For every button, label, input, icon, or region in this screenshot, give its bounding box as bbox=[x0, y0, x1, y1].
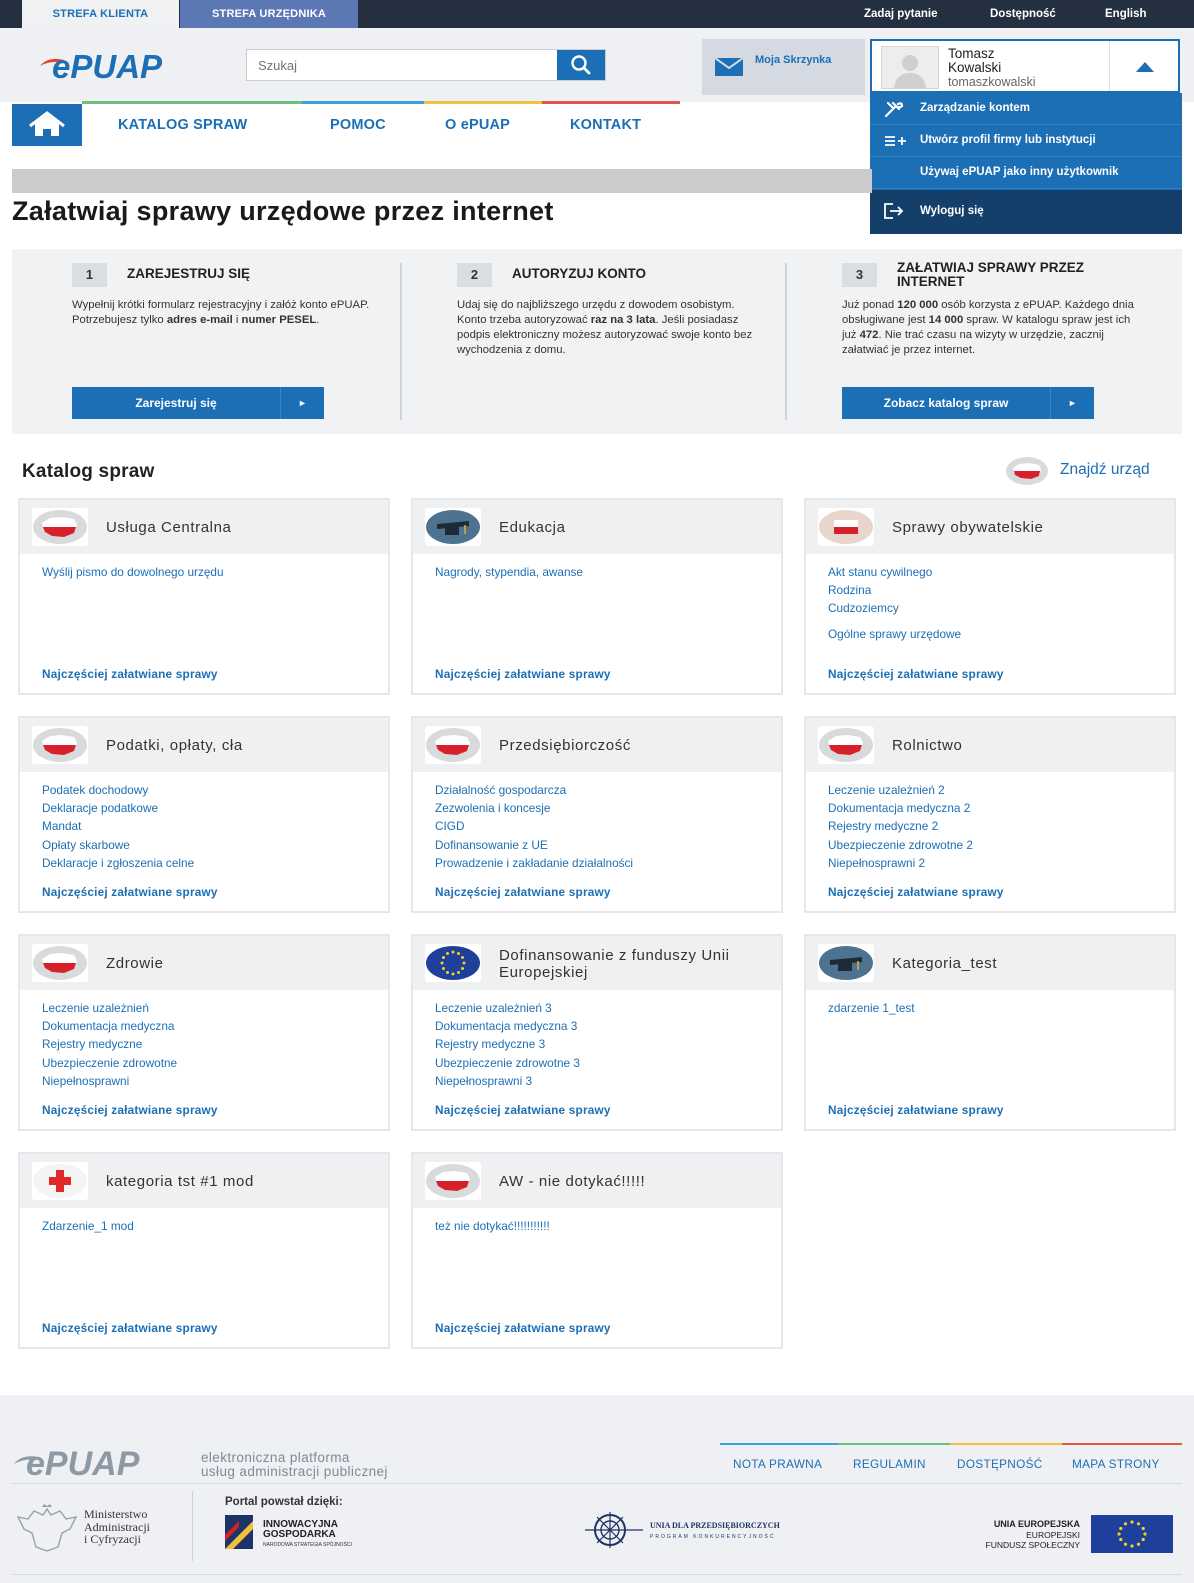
category-link[interactable]: Ubezpieczenie zdrowotne 2 bbox=[828, 837, 973, 852]
category-title[interactable]: Kategoria_test bbox=[892, 955, 998, 972]
home-button[interactable] bbox=[12, 104, 82, 146]
union-for-entrepreneurs-subtitle: PROGRAM KONKURENCYJNOŚĆ bbox=[650, 1534, 776, 1540]
find-office-link[interactable] bbox=[1005, 456, 1180, 486]
category-link[interactable]: zdarzenie 1_test bbox=[828, 1001, 915, 1015]
poland-map-icon bbox=[1005, 456, 1049, 486]
eu-fund-label-2: FUNDUSZ SPOŁECZNY bbox=[985, 1540, 1080, 1550]
menu-item-label: Utwórz profil firmy lub instytucji bbox=[920, 134, 1096, 146]
ask-question-link[interactable]: Zadaj pytanie bbox=[864, 8, 938, 20]
view-catalog-button-label: Zobacz katalog spraw bbox=[883, 396, 1009, 410]
most-common-link[interactable]: Najczęściej załatwiane sprawy bbox=[435, 1103, 611, 1117]
category-title[interactable]: Podatki, opłaty, cła bbox=[106, 737, 243, 754]
category-links bbox=[435, 563, 583, 581]
category-link[interactable]: Podatek dochodowy bbox=[42, 783, 149, 797]
eu-fund-label-1: EUROPEJSKI bbox=[1026, 1530, 1080, 1540]
step-description: Wypełnij krótki formularz rejestracyjny i załóż konto ePUAP. Potrzebujesz tylko adres e-mail i numer PESEL. bbox=[72, 299, 370, 326]
compass-logo-icon bbox=[585, 1510, 645, 1555]
svg-text:ePUAP: ePUAP bbox=[26, 1445, 140, 1480]
footer-link-accessibility[interactable]: DOSTĘPNOŚĆ bbox=[957, 1457, 1043, 1471]
category-title[interactable]: Edukacja bbox=[499, 519, 566, 536]
category-card-header[interactable] bbox=[413, 1154, 781, 1208]
step-title: ZAŁATWIAJ SPRAWY PRZEZ INTERNET bbox=[897, 260, 1085, 289]
category-card-header[interactable] bbox=[20, 500, 388, 554]
category-link[interactable]: też nie dotykać!!!!!!!!!!! bbox=[435, 1219, 550, 1233]
find-office-label: Znajdź urząd bbox=[1060, 461, 1150, 478]
menu-item-use-as-other[interactable] bbox=[870, 157, 1182, 189]
category-links bbox=[828, 999, 915, 1017]
arrow-right-icon: ► bbox=[1050, 387, 1094, 419]
user-name: Tomasz Kowalski bbox=[948, 46, 1002, 75]
category-card-header[interactable] bbox=[806, 718, 1174, 772]
poland-map-icon bbox=[425, 726, 481, 764]
innovative-economy-logo-icon bbox=[225, 1515, 255, 1554]
step-divider bbox=[400, 263, 402, 420]
category-link[interactable]: Nagrody, stypendia, awanse bbox=[435, 565, 583, 579]
union-for-entrepreneurs-text: UNIA DLA PRZEDSIĘBIORCZYCH bbox=[650, 1521, 780, 1530]
footer-stripe-green bbox=[838, 1443, 950, 1445]
home-icon bbox=[12, 104, 82, 146]
category-link[interactable]: Rodzina bbox=[828, 583, 872, 598]
eu-flag-icon bbox=[425, 944, 481, 982]
footer-stripe-yellow bbox=[950, 1443, 1062, 1445]
mailbox-label: Moja Skrzynka bbox=[755, 54, 832, 66]
tab-strefa-urzednika[interactable]: STREFA URZĘDNIKA bbox=[180, 0, 358, 28]
svg-text:ePUAP: ePUAP bbox=[52, 48, 163, 82]
accessibility-link[interactable]: Dostępność bbox=[990, 8, 1056, 20]
category-link[interactable]: Dokumentacja medyczna bbox=[42, 1019, 175, 1034]
step-description: Udaj się do najbliższego urzędu z dowodem osobistym. Konto trzeba autoryzować raz na 3 lata. Jeśli posiadasz podpis elektroniczny możesz autoryzować swoje konto bez wychodzenia z domu. bbox=[457, 299, 753, 356]
graduation-cap-icon bbox=[425, 508, 481, 546]
poland-map-icon bbox=[425, 1162, 481, 1200]
menu-item-label: Zarządzanie kontem bbox=[920, 102, 1030, 114]
portal-by-label: Portal powstał dzięki: bbox=[225, 1496, 343, 1508]
menu-item-label: Używaj ePUAP jako inny użytkownik bbox=[920, 166, 1119, 178]
footer-tagline: elektroniczna platforma usług administracji publicznej bbox=[201, 1450, 388, 1479]
footer-bottom-line bbox=[12, 1574, 1182, 1575]
nav-stripe-green bbox=[82, 101, 302, 104]
step-number: 1 bbox=[72, 263, 107, 287]
category-card bbox=[411, 498, 783, 695]
category-title[interactable]: Sprawy obywatelskie bbox=[892, 519, 1044, 536]
view-catalog-button[interactable] bbox=[842, 387, 1094, 419]
category-card bbox=[411, 1152, 783, 1349]
poland-map-icon bbox=[32, 726, 88, 764]
search-icon bbox=[557, 50, 605, 80]
footer-divider bbox=[12, 1483, 1182, 1484]
most-common-link[interactable]: Najczęściej załatwiane sprawy bbox=[828, 667, 1004, 681]
category-link[interactable]: Rejestry medyczne 2 bbox=[828, 819, 939, 834]
graduation-cap-icon bbox=[818, 944, 874, 982]
list-add-icon bbox=[883, 132, 907, 150]
catalog-title: Katalog spraw bbox=[22, 461, 155, 482]
step-title: AUTORYZUJ KONTO bbox=[512, 266, 647, 281]
poland-map-icon bbox=[818, 726, 874, 764]
category-link[interactable]: Ogólne sprawy urzędowe bbox=[828, 626, 962, 641]
step-number: 2 bbox=[457, 263, 492, 287]
category-card bbox=[18, 716, 390, 913]
most-common-link[interactable]: Najczęściej załatwiane sprawy bbox=[42, 885, 218, 899]
footer-link-sitemap[interactable]: MAPA STRONY bbox=[1072, 1457, 1160, 1471]
step-handle-online bbox=[842, 249, 1194, 434]
category-card bbox=[804, 934, 1176, 1131]
category-title[interactable]: Rolnictwo bbox=[892, 737, 963, 754]
banner-placeholder bbox=[12, 169, 872, 193]
footer-stripe-blue bbox=[720, 1443, 838, 1445]
category-link[interactable]: Mandat bbox=[42, 819, 82, 834]
step-authorize bbox=[457, 249, 837, 434]
logout-button[interactable] bbox=[870, 190, 1182, 234]
category-link[interactable]: Cudzoziemcy bbox=[828, 601, 899, 616]
category-card-header[interactable] bbox=[20, 718, 388, 772]
nav-help[interactable]: POMOC bbox=[330, 117, 386, 133]
category-links bbox=[435, 781, 633, 872]
innovative-economy-text: INNOWACYJNA GOSPODARKA bbox=[263, 1519, 339, 1540]
category-link[interactable]: Zezwolenia i koncesje bbox=[435, 801, 551, 816]
user-login: tomaszkowalski bbox=[948, 75, 1036, 89]
category-link[interactable]: Dofinansowanie z UE bbox=[435, 837, 548, 852]
category-links bbox=[42, 563, 224, 581]
most-common-link[interactable]: Najczęściej załatwiane sprawy bbox=[828, 885, 1004, 899]
caret-up-icon bbox=[1110, 41, 1180, 91]
category-card-header[interactable] bbox=[20, 936, 388, 990]
category-link[interactable]: Prowadzenie i zakładanie działalności bbox=[435, 855, 634, 870]
my-mailbox-button[interactable] bbox=[702, 39, 865, 95]
avatar bbox=[881, 46, 939, 89]
register-button-label: Zarejestruj się bbox=[135, 396, 217, 410]
nav-catalog[interactable]: KATALOG SPRAW bbox=[118, 117, 248, 133]
category-card bbox=[411, 934, 783, 1131]
category-card-header[interactable] bbox=[20, 1154, 388, 1208]
category-link[interactable]: Deklaracje podatkowe bbox=[42, 801, 159, 816]
footer-vertical-divider bbox=[192, 1491, 193, 1561]
red-cross-icon bbox=[32, 1162, 88, 1200]
category-link[interactable]: Zdarzenie_1 mod bbox=[42, 1219, 134, 1233]
category-card bbox=[18, 934, 390, 1131]
footer-link-legal[interactable]: NOTA PRAWNA bbox=[733, 1457, 823, 1471]
category-link[interactable]: Dokumentacja medyczna 2 bbox=[828, 801, 971, 816]
category-links bbox=[435, 1217, 550, 1235]
category-link[interactable]: Wyślij pismo do dowolnego urzędu bbox=[42, 565, 224, 579]
english-link[interactable]: English bbox=[1105, 8, 1147, 20]
category-links bbox=[42, 999, 177, 1090]
innovative-economy-subtitle: NARODOWA STRATEGIA SPÓJNOŚCI bbox=[263, 1542, 352, 1548]
category-links bbox=[828, 563, 961, 643]
page-title: Załatwiaj sprawy urzędowe przez internet bbox=[12, 196, 554, 226]
search-button[interactable] bbox=[557, 50, 605, 80]
polish-flag-icon bbox=[818, 508, 874, 546]
tools-icon bbox=[883, 100, 905, 118]
category-link[interactable]: Ubezpieczenie zdrowotne bbox=[42, 1055, 178, 1070]
category-link[interactable]: Działalność gospodarcza bbox=[435, 783, 567, 797]
category-card-header[interactable] bbox=[413, 500, 781, 554]
category-card bbox=[804, 716, 1176, 913]
arrow-right-icon: ► bbox=[280, 387, 324, 419]
menu-item-manage-account[interactable] bbox=[870, 93, 1182, 125]
eagle-emblem-icon bbox=[14, 1503, 80, 1558]
register-button[interactable] bbox=[72, 387, 324, 419]
most-common-link[interactable]: Najczęściej załatwiane sprawy bbox=[435, 1321, 611, 1335]
poland-map-icon bbox=[32, 508, 88, 546]
category-link[interactable]: Deklaracje i zgłoszenia celne bbox=[42, 855, 195, 870]
step-number: 3 bbox=[842, 263, 877, 287]
category-link[interactable]: Ubezpieczenie zdrowotne 3 bbox=[435, 1055, 580, 1070]
category-title[interactable]: Przedsiębiorczość bbox=[499, 737, 631, 754]
step-title: ZAREJESTRUJ SIĘ bbox=[127, 266, 251, 281]
category-card-header[interactable] bbox=[413, 936, 781, 990]
category-link[interactable]: Niepełnosprawni 3 bbox=[435, 1073, 533, 1088]
envelope-icon bbox=[715, 58, 743, 76]
category-links bbox=[828, 781, 973, 872]
category-title[interactable]: Dofinansowanie z funduszy Unii Europejskiej bbox=[499, 947, 730, 981]
category-card-header[interactable] bbox=[806, 500, 1174, 554]
step-description: Już ponad 120 000 osób korzysta z ePUAP. Każdego dnia obsługiwane jest 14 000 spraw. W katalogu spraw jest ich już 472. Nie trać czasu na wizyty w urzędzie, zacznij załatwiać je przez internet. bbox=[842, 299, 1134, 356]
most-common-link[interactable]: Najczęściej załatwiane sprawy bbox=[435, 885, 611, 899]
category-links bbox=[42, 1217, 134, 1235]
user-menu-toggle[interactable] bbox=[1109, 41, 1180, 91]
nav-about[interactable]: O ePUAP bbox=[445, 117, 511, 133]
category-link[interactable]: Rejestry medyczne bbox=[42, 1037, 143, 1052]
user-panel[interactable] bbox=[870, 39, 1180, 93]
footer-epuap-logo[interactable] bbox=[12, 1444, 196, 1485]
category-card-header[interactable] bbox=[413, 718, 781, 772]
search-input[interactable] bbox=[247, 50, 557, 80]
footer-link-terms[interactable]: REGULAMIN bbox=[853, 1457, 926, 1471]
category-links bbox=[435, 999, 580, 1090]
menu-item-create-profile[interactable] bbox=[870, 125, 1182, 157]
logout-icon bbox=[883, 202, 905, 220]
category-link[interactable]: Niepełnosprawni 2 bbox=[828, 855, 926, 870]
category-title[interactable]: AW - nie dotykać!!!!! bbox=[499, 1173, 646, 1190]
category-card bbox=[804, 498, 1176, 695]
category-link[interactable]: Leczenie uzależnień bbox=[42, 1001, 149, 1015]
user-silhouette-icon bbox=[882, 47, 938, 88]
category-title[interactable]: kategoria tst #1 mod bbox=[106, 1173, 254, 1190]
category-card bbox=[411, 716, 783, 913]
most-common-link[interactable]: Najczęściej załatwiane sprawy bbox=[42, 1321, 218, 1335]
nav-stripe-blue bbox=[302, 101, 424, 104]
steps-panel bbox=[12, 249, 1182, 434]
nav-contact[interactable]: KONTAKT bbox=[570, 117, 642, 133]
top-bar bbox=[0, 0, 1194, 28]
category-link[interactable]: Leczenie uzależnień 2 bbox=[828, 783, 945, 797]
category-links bbox=[42, 781, 194, 872]
category-card bbox=[18, 1152, 390, 1349]
tab-strefa-klienta[interactable]: STREFA KLIENTA bbox=[22, 0, 179, 28]
most-common-link[interactable]: Najczęściej załatwiane sprawy bbox=[828, 1103, 1004, 1117]
most-common-link[interactable]: Najczęściej załatwiane sprawy bbox=[42, 1103, 218, 1117]
category-title[interactable]: Zdrowie bbox=[106, 955, 164, 972]
search-box bbox=[246, 49, 606, 81]
most-common-link[interactable]: Najczęściej załatwiane sprawy bbox=[435, 667, 611, 681]
category-link[interactable]: CIGD bbox=[435, 819, 465, 834]
category-link[interactable]: Opłaty skarbowe bbox=[42, 837, 130, 852]
category-link[interactable]: Dokumentacja medyczna 3 bbox=[435, 1019, 578, 1034]
category-link[interactable]: Niepełnosprawni bbox=[42, 1073, 130, 1088]
step-divider bbox=[785, 263, 787, 420]
eu-flag-icon bbox=[1091, 1515, 1173, 1558]
category-link[interactable]: Akt stanu cywilnego bbox=[828, 565, 933, 579]
logout-label: Wyloguj się bbox=[920, 205, 984, 217]
ministry-name: Ministerstwo Administracji i Cyfryzacji bbox=[84, 1507, 150, 1546]
epuap-logo[interactable] bbox=[38, 48, 216, 87]
category-title[interactable]: Usługa Centralna bbox=[106, 519, 232, 536]
category-card-header[interactable] bbox=[806, 936, 1174, 990]
user-dropdown-menu bbox=[870, 93, 1182, 233]
nav-stripe-yellow bbox=[424, 101, 542, 104]
poland-map-icon bbox=[32, 944, 88, 982]
category-link[interactable]: Rejestry medyczne 3 bbox=[435, 1037, 546, 1052]
step-register bbox=[72, 249, 452, 434]
category-card bbox=[18, 498, 390, 695]
category-link[interactable]: Leczenie uzależnień 3 bbox=[435, 1001, 552, 1015]
footer-stripe-red bbox=[1062, 1443, 1182, 1445]
nav-stripe-red bbox=[542, 101, 680, 104]
most-common-link[interactable]: Najczęściej załatwiane sprawy bbox=[42, 667, 218, 681]
eu-label: UNIA EUROPEJSKA bbox=[993, 1519, 1080, 1529]
